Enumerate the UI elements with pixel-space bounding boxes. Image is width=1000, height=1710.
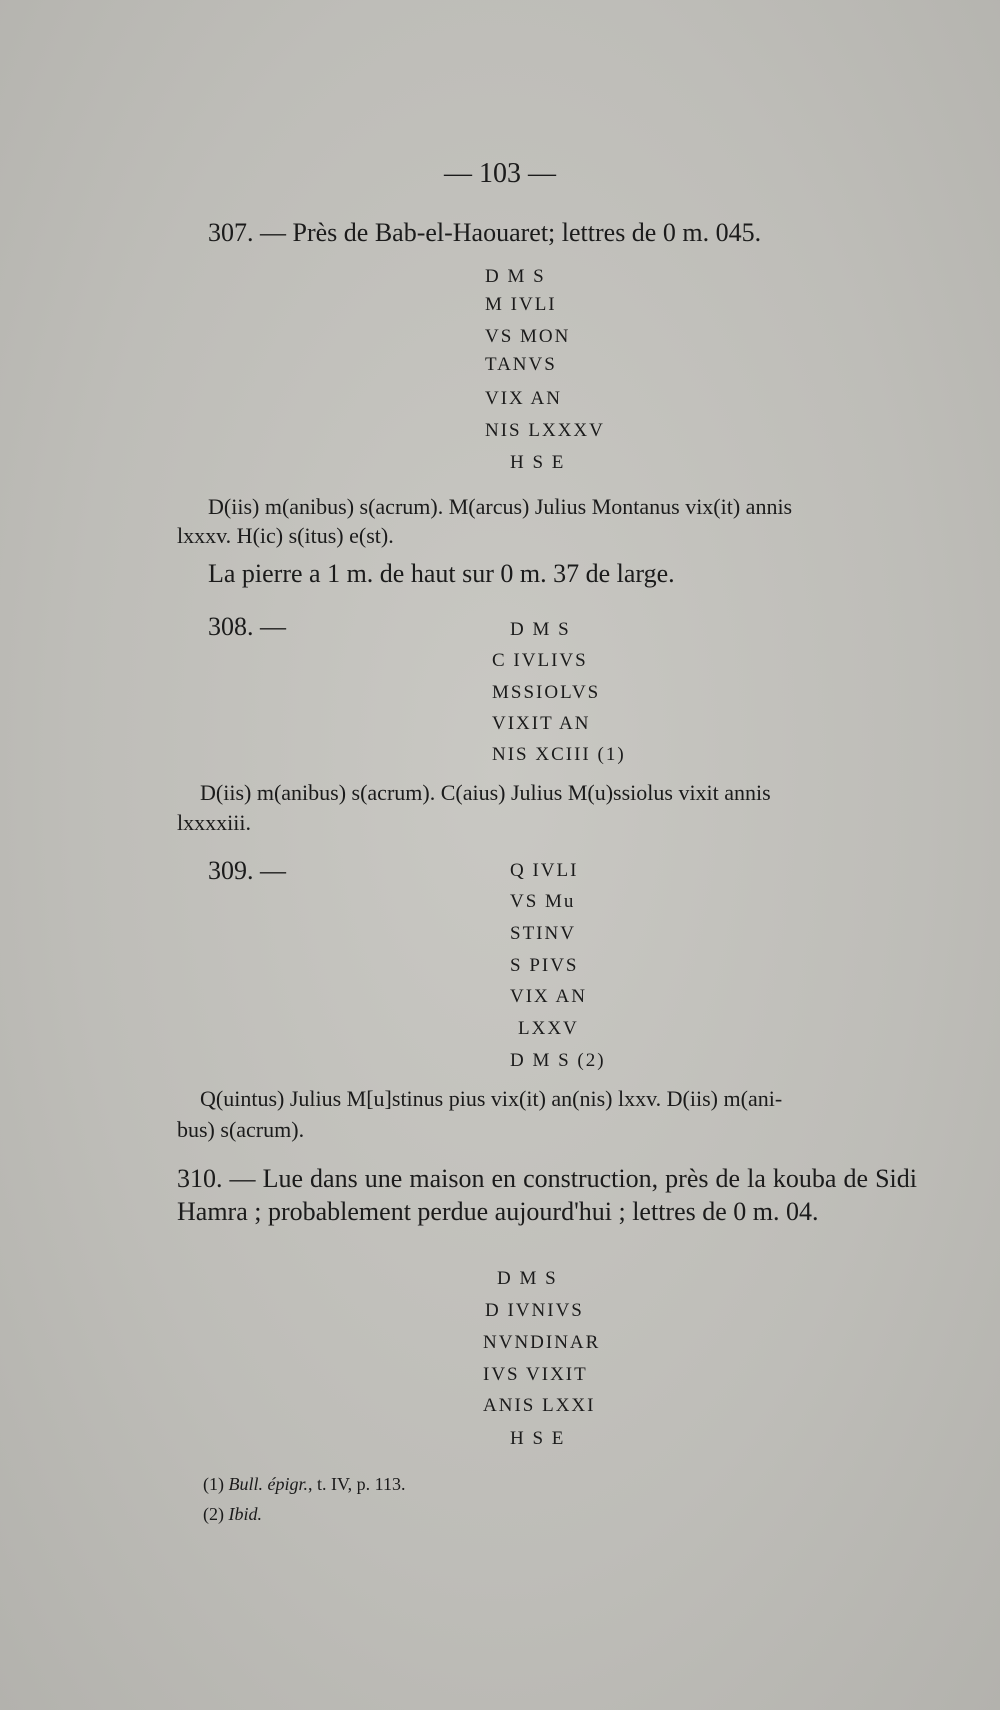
inscription-line: TANVS bbox=[485, 354, 557, 375]
inscription-line: Q IVLI bbox=[510, 860, 579, 881]
inscription-line: VS MON bbox=[485, 326, 571, 347]
inscription-line: MSSIOLVS bbox=[492, 682, 601, 703]
inscription-line: S PIVS bbox=[510, 955, 579, 976]
page-number: — 103 — bbox=[444, 158, 556, 189]
footnote-2-number: (2) bbox=[203, 1504, 224, 1524]
inscription-line: D M S bbox=[510, 619, 571, 640]
inscription-line: ANIS LXXI bbox=[483, 1395, 596, 1416]
entry-310-text: 310. — Lue dans une maison en construction, près de la kouba de Sidi Hamra ; probablement perdue aujourd'hui ; lettres de 0 m. 04. bbox=[177, 1164, 917, 1226]
inscription-line: D M S bbox=[497, 1268, 558, 1289]
inscription-line: D M S bbox=[485, 266, 546, 287]
inscription-line: IVS VIXIT bbox=[483, 1364, 588, 1385]
entry-309-transcription-line1: Q(uintus) Julius M[u]stinus pius vix(it) an(nis) lxxv. D(iis) m(ani- bbox=[200, 1086, 783, 1111]
inscription-line: VIXIT AN bbox=[492, 713, 591, 734]
footnote-1 bbox=[203, 1474, 406, 1495]
inscription-line: H S E bbox=[510, 1428, 566, 1449]
inscription-line: NIS XCIII (1) bbox=[492, 744, 626, 765]
inscription-line: D IVNIVS bbox=[485, 1300, 584, 1321]
inscription-line: H S E bbox=[510, 452, 566, 473]
footnote-1-locator: , t. IV, p. 113. bbox=[308, 1474, 406, 1494]
inscription-line: C IVLIVS bbox=[492, 650, 588, 671]
entry-307-heading: 307. — Près de Bab-el-Haouaret; lettres de 0 m. 045. bbox=[208, 218, 762, 247]
entry-308-transcription-line2: lxxxxiii. bbox=[177, 810, 251, 835]
footnote-2-source: Ibid. bbox=[228, 1504, 262, 1524]
entry-307-note: La pierre a 1 m. de haut sur 0 m. 37 de large. bbox=[208, 559, 675, 588]
inscription-line: D M S (2) bbox=[510, 1050, 606, 1071]
entry-307-transcription-line1: D(iis) m(anibus) s(acrum). M(arcus) Julius Montanus vix(it) annis bbox=[208, 494, 793, 519]
entry-308-number: 308. — bbox=[208, 612, 286, 641]
inscription-line: VIX AN bbox=[485, 388, 562, 409]
inscription-line: VIX AN bbox=[510, 986, 587, 1007]
entry-309-transcription-line2: bus) s(acrum). bbox=[177, 1117, 305, 1142]
inscription-line: M IVLI bbox=[485, 294, 557, 315]
inscription-line: NVNDINAR bbox=[483, 1332, 601, 1353]
footnote-2 bbox=[203, 1504, 262, 1525]
entry-309-number: 309. — bbox=[208, 856, 286, 885]
footnote-1-number: (1) bbox=[203, 1474, 224, 1494]
inscription-line: VS Mu bbox=[510, 891, 576, 912]
footnote-1-source: Bull. épigr. bbox=[228, 1474, 308, 1494]
inscription-line: NIS LXXXV bbox=[485, 420, 605, 441]
inscription-line: STINV bbox=[510, 923, 576, 944]
entry-307-transcription-line2: lxxxv. H(ic) s(itus) e(st). bbox=[177, 523, 394, 548]
inscription-line: LXXV bbox=[518, 1018, 579, 1039]
entry-308-transcription-line1: D(iis) m(anibus) s(acrum). C(aius) Julius M(u)ssiolus vixit annis bbox=[200, 780, 771, 805]
